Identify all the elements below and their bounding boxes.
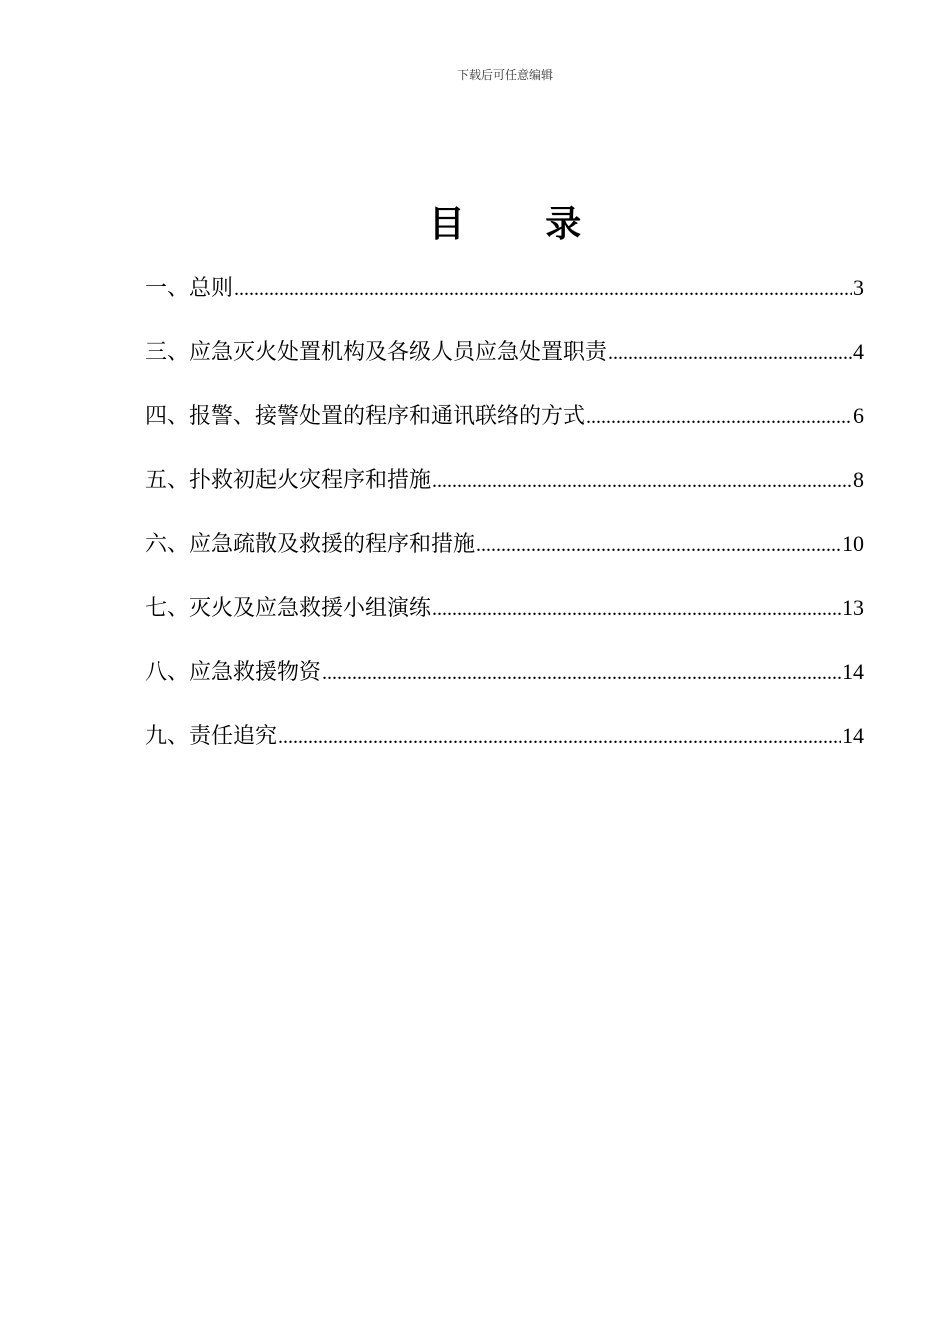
table-of-contents [145,268,864,780]
toc-title: 目 录 [428,203,616,245]
toc-entry[interactable] [145,588,864,652]
toc-entry[interactable] [145,268,864,332]
toc-entry-page: 14 [842,723,864,748]
toc-dot-leader [432,589,841,629]
toc-entry-page: 14 [842,659,864,684]
toc-entry-label: 五、扑救初起火灾程序和措施 [145,468,432,493]
toc-entry-page: 6 [853,403,864,428]
toc-dot-leader [586,397,852,437]
toc-entry-label: 六、应急疏散及救援的程序和措施 [145,532,476,557]
toc-entry-label: 八、应急救援物资 [145,660,322,685]
toc-entry-page: 10 [842,531,864,556]
toc-entry[interactable] [145,716,864,780]
toc-entry-label: 四、报警、接警处置的程序和通讯联络的方式 [145,404,586,429]
toc-dot-leader [278,717,841,757]
toc-dot-leader [234,269,852,309]
toc-entry-label: 九、责任追究 [145,724,278,749]
toc-entry[interactable] [145,332,864,396]
toc-entry[interactable] [145,652,864,716]
toc-entry[interactable] [145,460,864,524]
toc-entry-page: 8 [853,467,864,492]
toc-entry-label: 一、总则 [145,276,234,301]
toc-dot-leader [608,333,852,373]
toc-dot-leader [432,461,852,501]
toc-entry-page: 3 [853,275,864,300]
page-header-note: 下载后可任意编辑 [456,68,553,82]
toc-entry[interactable] [145,524,864,588]
toc-entry-page: 4 [853,339,864,364]
toc-entry[interactable] [145,396,864,460]
toc-dot-leader [476,525,841,565]
toc-entry-page: 13 [842,595,864,620]
toc-dot-leader [322,653,841,693]
toc-entry-label: 七、灭火及应急救援小组演练 [145,596,432,621]
toc-entry-label: 三、应急灭火处置机构及各级人员应急处置职责 [145,340,608,365]
